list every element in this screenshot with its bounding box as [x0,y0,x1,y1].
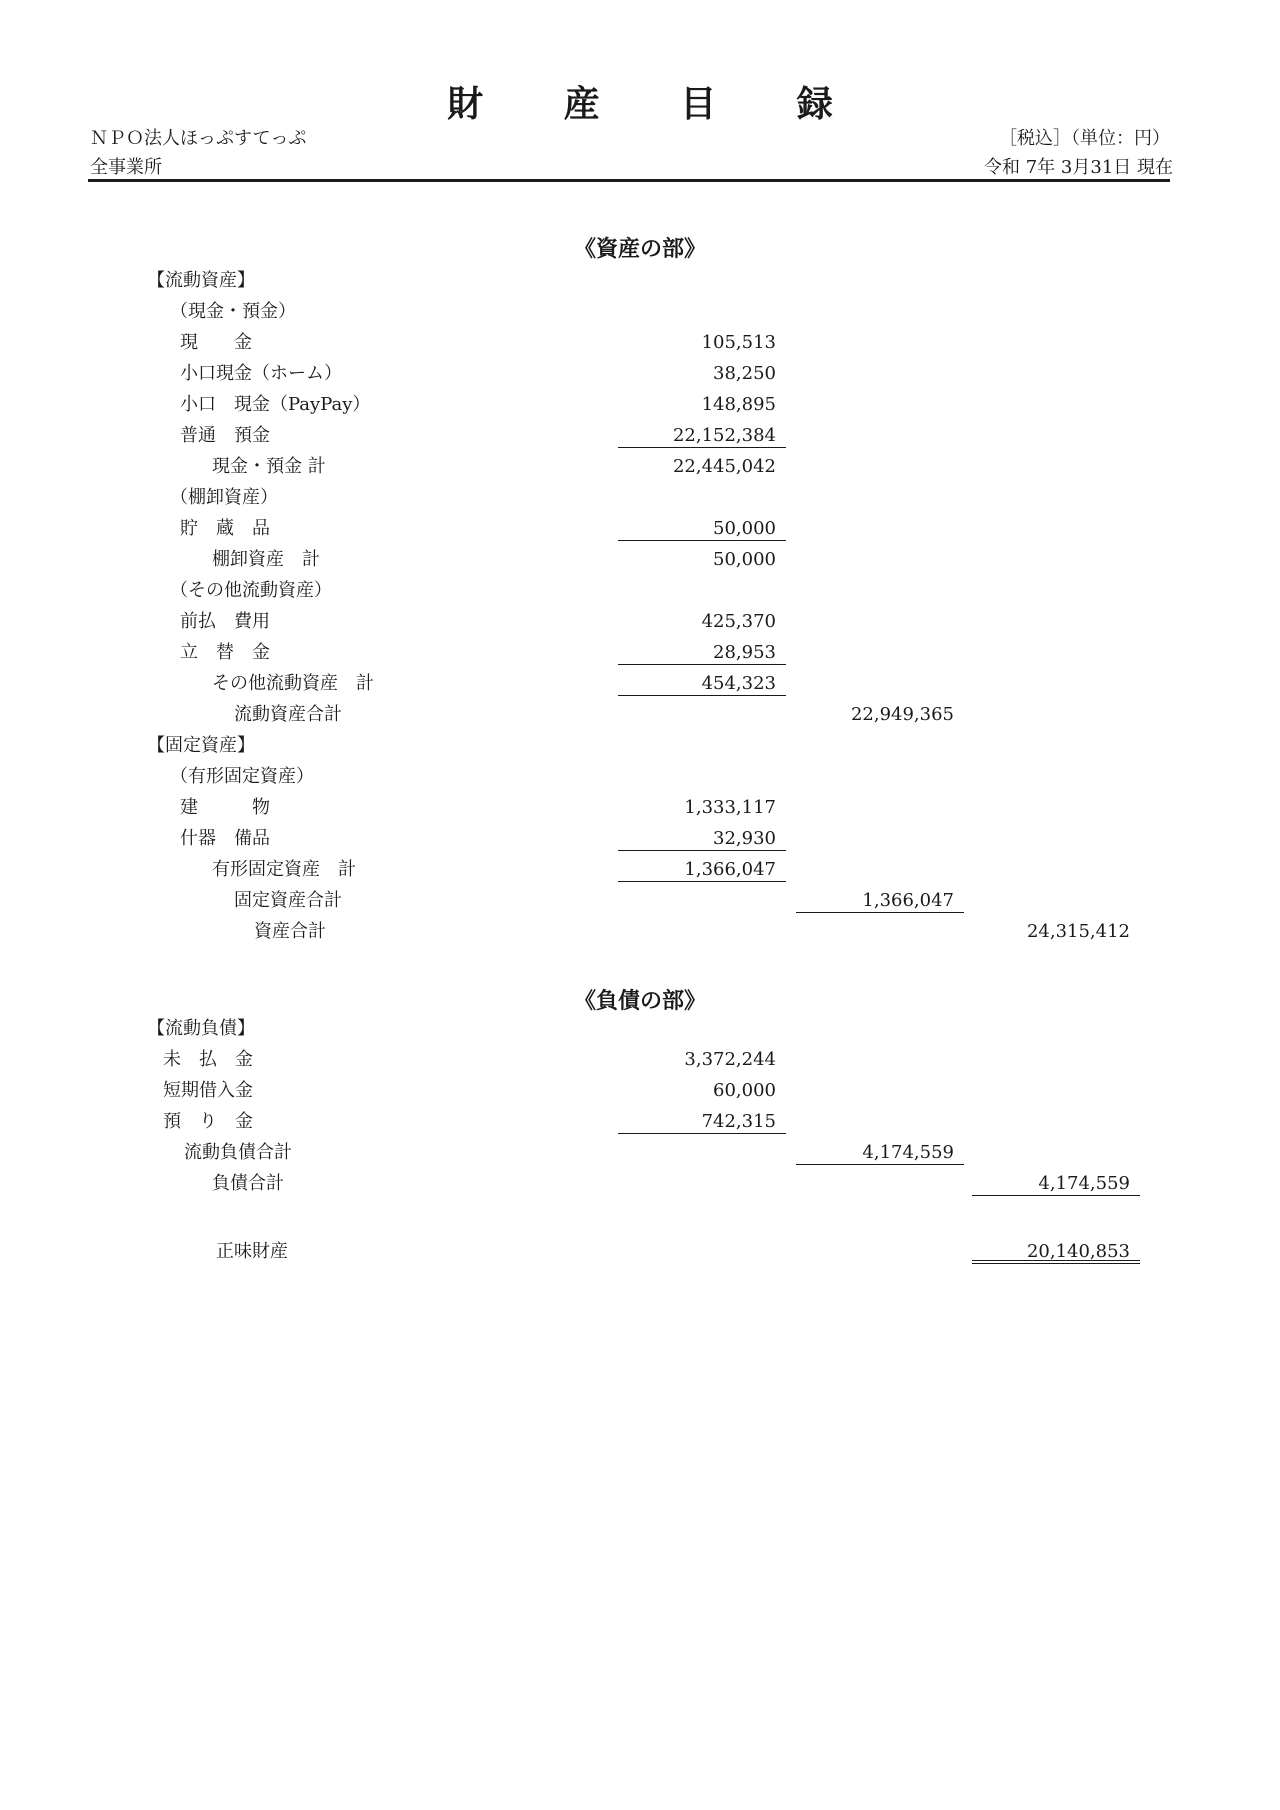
asset-row [0,513,1280,544]
scope-label: 全事業所 [90,157,162,178]
row-amount: 32,930 [618,823,786,851]
asset-row [0,358,1280,389]
row-label: 貯 蔵 品 [180,518,270,539]
row-label: 流動負債合計 [184,1142,292,1163]
row-label: （現金・預金） [170,301,296,322]
row-label: 什器 備品 [180,828,270,849]
asset-row [0,389,1280,420]
liability-row [0,1137,1280,1168]
row-label: 立 替 金 [180,642,270,663]
asset-row [0,296,1280,327]
net-assets-value: 20,140,853 [972,1236,1140,1264]
row-label: 【固定資産】 [147,735,255,756]
asset-row [0,885,1280,916]
asset-row [0,916,1280,947]
row-amount: 148,895 [701,394,776,415]
net-assets-label: 正味財産 [216,1241,288,1262]
row-label: 負債合計 [212,1173,284,1194]
asset-row [0,482,1280,513]
row-amount: 4,174,559 [972,1168,1140,1196]
liability-row [0,1044,1280,1075]
row-label: 未 払 金 [163,1049,253,1070]
row-label: 前払 費用 [180,611,270,632]
row-amount: 425,370 [701,611,776,632]
row-label: （棚卸資産） [170,487,278,508]
liabilities-section-heading: 《負債の部》 [573,989,706,1014]
asset-row [0,854,1280,885]
liability-row [0,1106,1280,1137]
row-amount: 1,366,047 [796,885,964,913]
assets-section-heading: 《資産の部》 [573,237,706,262]
row-label: （その他流動資産） [170,580,332,601]
row-amount: 28,953 [618,637,786,665]
row-label: 短期借入金 [163,1080,253,1101]
row-label: （有形固定資産） [170,766,314,787]
asset-row [0,668,1280,699]
asset-row [0,761,1280,792]
row-amount: 22,949,365 [850,704,954,725]
row-amount: 1,333,117 [684,797,776,818]
row-amount: 24,315,412 [1026,921,1130,942]
asset-row [0,823,1280,854]
as-of-date: 令和 7年 3月31日 現在 [984,157,1173,178]
liability-row [0,1013,1280,1044]
row-amount: 454,323 [618,668,786,696]
row-amount: 22,152,384 [618,420,786,448]
row-label: 小口 現金（PayPay） [180,394,371,415]
asset-row [0,420,1280,451]
net-assets-row [0,1236,1280,1267]
row-amount: 105,513 [701,332,776,353]
asset-row [0,451,1280,482]
row-label: 【流動負債】 [147,1018,255,1039]
row-label: 有形固定資産 計 [212,859,356,880]
header-rule [88,179,1170,182]
row-label: その他流動資産 計 [212,673,374,694]
asset-row [0,730,1280,761]
row-label: 現金・預金 計 [212,456,326,477]
row-label: 小口現金（ホーム） [180,363,342,384]
row-label: 固定資産合計 [234,890,342,911]
row-amount: 50,000 [618,513,786,541]
row-label: 資産合計 [254,921,326,942]
row-label: 【流動資産】 [147,270,255,291]
row-amount: 3,372,244 [684,1049,776,1070]
asset-row [0,606,1280,637]
row-label: 普通 預金 [180,425,270,446]
row-amount: 60,000 [713,1080,776,1101]
asset-row [0,327,1280,358]
unit-note: ［税込］（単位：円） [999,128,1170,149]
asset-row [0,265,1280,296]
asset-row [0,637,1280,668]
row-label: 建 物 [180,797,270,818]
row-amount: 22,445,042 [672,456,776,477]
page-title: 財 産 目 録 [447,84,867,125]
asset-row [0,792,1280,823]
row-label: 棚卸資産 計 [212,549,320,570]
row-amount: 742,315 [618,1106,786,1134]
organization-name: ＮＰＯ法人ほっぷすてっぷ [90,128,307,149]
row-label: 流動資産合計 [234,704,342,725]
row-label: 預 り 金 [163,1111,253,1132]
liability-row [0,1168,1280,1199]
asset-row [0,575,1280,606]
row-amount: 4,174,559 [796,1137,964,1165]
liability-row [0,1075,1280,1106]
asset-row [0,699,1280,730]
row-label: 現 金 [180,332,252,353]
asset-row [0,544,1280,575]
row-amount: 50,000 [713,549,776,570]
row-amount: 38,250 [713,363,776,384]
row-amount: 1,366,047 [618,854,786,882]
